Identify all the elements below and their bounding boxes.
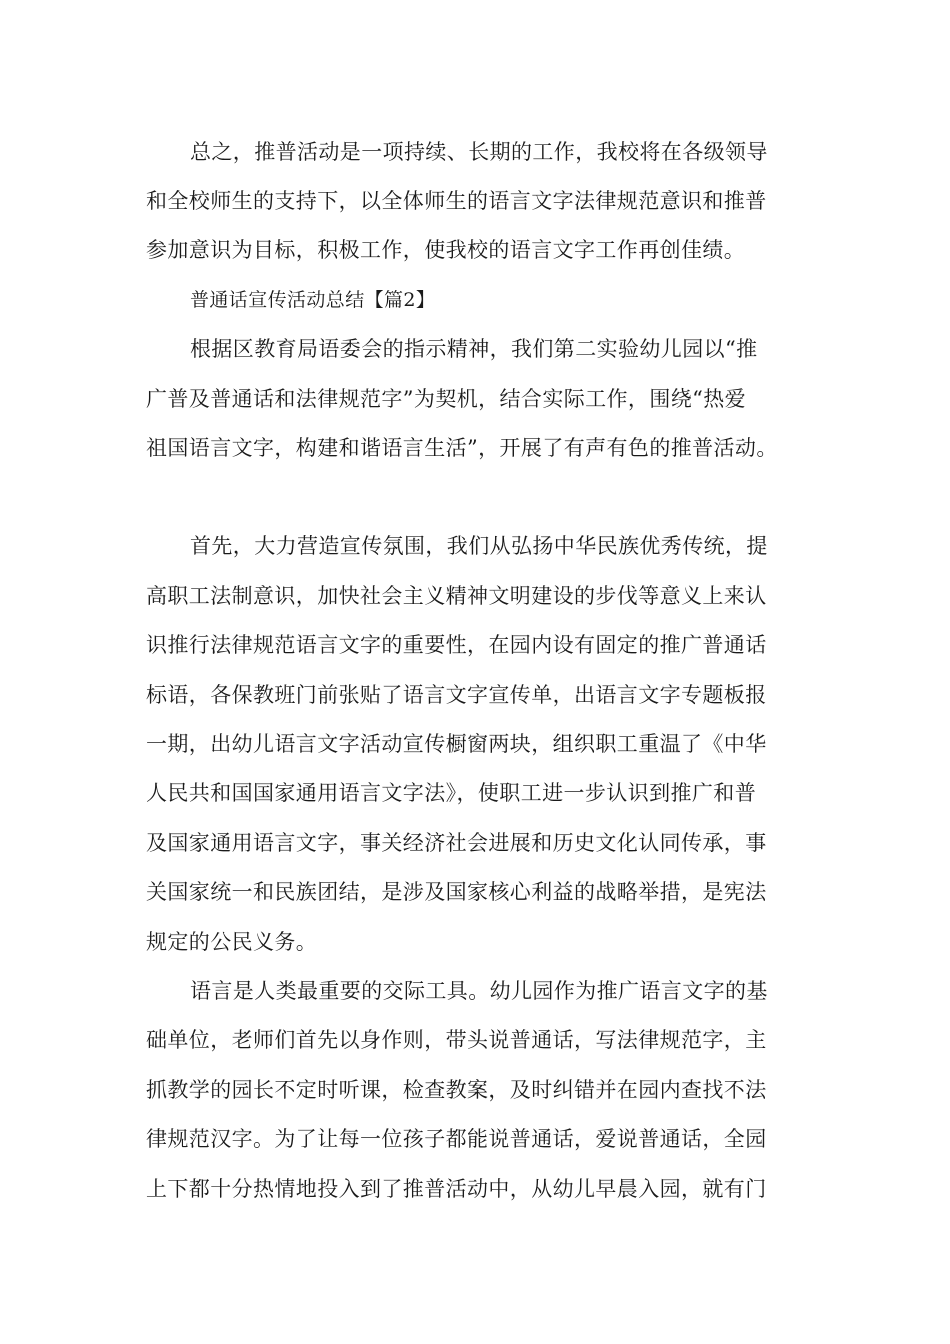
paragraph-1-line-3: 参加意识为目标，积极工作，使我校的语言文字工作再创佳绩。 xyxy=(146,238,746,262)
paragraph-4-line-4: 律规范汉字。为了让每一位孩子都能说普通话，爱说普通话，全园 xyxy=(146,1127,767,1151)
paragraph-3-line-9: 规定的公民义务。 xyxy=(146,930,318,954)
section-heading: 普通话宣传活动总结【篇2】 xyxy=(190,289,436,311)
paragraph-2-line-2: 广普及普通话和法律规范字”为契机，结合实际工作，围绕“热爱 xyxy=(146,387,747,411)
paragraph-3-line-8: 关国家统一和民族团结，是涉及国家核心利益的战略举措，是宪法 xyxy=(146,880,767,904)
paragraph-3-line-5: 一期，出幼儿语言文字活动宣传橱窗两块，组织职工重温了《中华 xyxy=(146,732,767,756)
paragraph-4-line-2: 础单位，老师们首先以身作则，带头说普通话，写法律规范字，主 xyxy=(146,1028,767,1052)
paragraph-3-line-3: 识推行法律规范语言文字的重要性，在园内设有固定的推广普通话 xyxy=(146,633,767,657)
paragraph-2-line-1: 根据区教育局语委会的指示精神，我们第二实验幼儿园以“推 xyxy=(190,337,758,361)
paragraph-1-line-2: 和全校师生的支持下，以全体师生的语言文字法律规范意识和推普 xyxy=(146,189,767,213)
paragraph-4-line-5: 上下都十分热情地投入到了推普活动中，从幼儿早晨入园，就有门 xyxy=(146,1177,767,1201)
paragraph-3-line-4: 标语，各保教班门前张贴了语言文字宣传单，出语言文字专题板报 xyxy=(146,683,767,707)
paragraph-2-line-3: 祖国语言文字，构建和谐语言生活”，开展了有声有色的推普活动。 xyxy=(146,436,778,460)
paragraph-1-line-1: 总之，推普活动是一项持续、长期的工作，我校将在各级领导 xyxy=(190,140,768,164)
paragraph-4-line-3: 抓教学的园长不定时听课，检查教案，及时纠错并在园内查找不法 xyxy=(146,1078,767,1102)
paragraph-3-line-6: 人民共和国国家通用语言文字法》，使职工进一步认识到推广和普 xyxy=(146,781,757,805)
paragraph-4-line-1: 语言是人类最重要的交际工具。幼儿园作为推广语言文字的基 xyxy=(190,979,768,1003)
paragraph-3-line-1: 首先，大力营造宣传氛围，我们从弘扬中华民族优秀传统，提 xyxy=(190,534,768,558)
paragraph-3-line-7: 及国家通用语言文字，事关经济社会进展和历史文化认同传承，事 xyxy=(146,831,767,855)
paragraph-3-line-2: 高职工法制意识，加快社会主义精神文明建设的步伐等意义上来认 xyxy=(146,584,767,608)
